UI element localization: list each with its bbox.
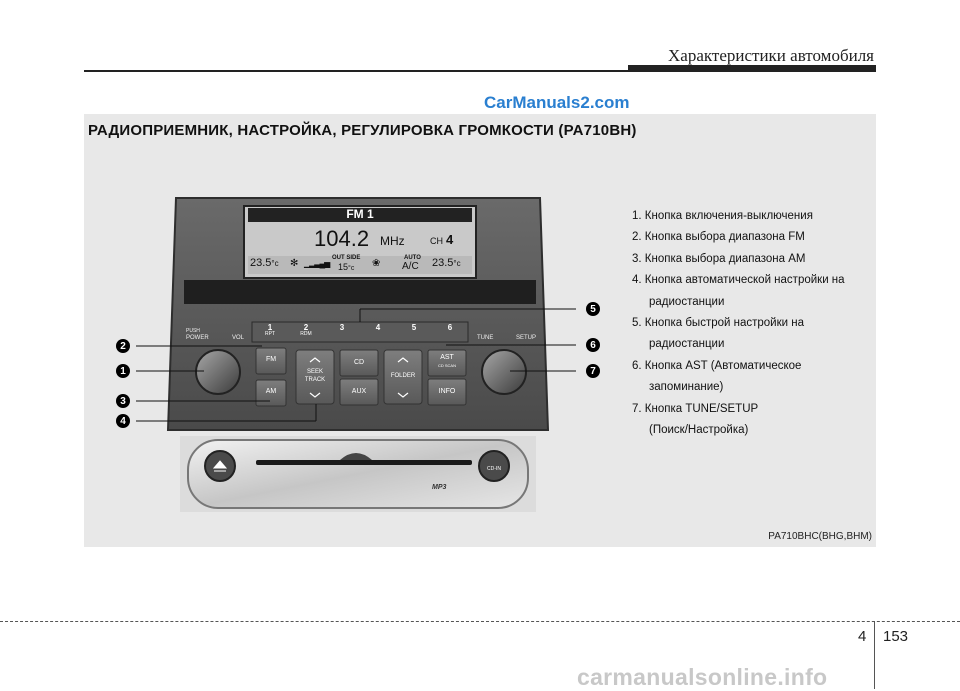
preset-3-number: 3 bbox=[339, 323, 345, 332]
callout-badge-7: 7 bbox=[586, 364, 600, 378]
legend-text: Кнопка TUNE/SETUP bbox=[644, 402, 759, 415]
preset-5-number: 5 bbox=[411, 323, 417, 332]
callout-badge-2: 2 bbox=[116, 339, 130, 353]
push-label: PUSH bbox=[186, 328, 200, 334]
legend-item-5 bbox=[632, 313, 845, 334]
tune-label: TUNE bbox=[477, 335, 494, 341]
info-button[interactable]: INFO bbox=[438, 388, 456, 395]
legend-num: 4. bbox=[632, 274, 642, 287]
callout-badge-5: 5 bbox=[586, 302, 600, 316]
outside-temp-unit: °c bbox=[348, 265, 355, 272]
preset-1-sub: RPT bbox=[265, 331, 275, 337]
temp-left-value: 23.5 bbox=[250, 257, 272, 269]
legend-text: Кнопка AST (Автоматическое bbox=[644, 359, 802, 372]
mp3-logo: MP3 bbox=[432, 484, 447, 491]
preset-button-6[interactable] bbox=[432, 322, 468, 342]
legend-item-5-cont: радиостанции bbox=[649, 338, 725, 351]
legend-num: 7. bbox=[632, 402, 642, 415]
cd-scan-label: CD SCAN bbox=[437, 363, 456, 368]
ast-button[interactable] bbox=[428, 354, 466, 370]
preset-button-4[interactable] bbox=[360, 322, 396, 342]
display-unit: MHz bbox=[380, 234, 405, 248]
page-number-separator bbox=[874, 621, 875, 689]
setup-label: SETUP bbox=[516, 335, 537, 341]
seek-track-button[interactable] bbox=[296, 368, 334, 384]
track-label: TRACK bbox=[304, 377, 326, 383]
section-title: РАДИОПРИЕМНИК, НАСТРОЙКА, РЕГУЛИРОВКА ГРОМКОСТИ (PA710BH) bbox=[88, 122, 637, 139]
chapter-number: 4 bbox=[858, 628, 867, 645]
callout-badge-3: 3 bbox=[116, 394, 130, 408]
outside-temp-value: 15 bbox=[338, 262, 349, 272]
legend-item-6-cont: запоминание) bbox=[649, 381, 724, 394]
legend-text: Кнопка быстрой настройки на bbox=[644, 317, 804, 330]
display-temp-left bbox=[250, 257, 279, 269]
ac-label: A/C bbox=[402, 261, 419, 272]
preset-button-5[interactable] bbox=[396, 322, 432, 342]
outside-temp bbox=[338, 262, 354, 272]
preset-2-number: 2 bbox=[303, 323, 309, 332]
legend-num: 1. bbox=[632, 210, 642, 222]
legend-num: 3. bbox=[632, 252, 642, 265]
legend-num: 5. bbox=[632, 317, 642, 330]
display-band: FM 1 bbox=[346, 207, 374, 221]
legend-item-1 bbox=[632, 206, 845, 227]
fan-icon: ✻ bbox=[290, 258, 299, 269]
site-watermark[interactable]: carmanualsonline.info bbox=[577, 664, 828, 690]
legend-item-2 bbox=[632, 227, 845, 248]
power-volume-knob bbox=[196, 350, 240, 394]
callout-badge-4: 4 bbox=[116, 414, 130, 428]
preset-button-1[interactable] bbox=[252, 322, 288, 342]
temp-left-unit: °c bbox=[271, 259, 279, 268]
am-button[interactable]: AM bbox=[265, 388, 277, 395]
cd-in-label: CD-IN bbox=[487, 466, 501, 472]
legend-num: 6. bbox=[632, 359, 642, 372]
display-temp-right bbox=[432, 257, 461, 269]
preset-button-3[interactable] bbox=[324, 322, 360, 342]
seek-label: SEEK bbox=[306, 369, 323, 375]
preset-row bbox=[252, 322, 468, 342]
legend-text: Кнопка включения-выключения bbox=[644, 210, 813, 222]
watermark-link[interactable]: CarManuals2.com bbox=[484, 93, 630, 112]
legend-num: 2. bbox=[632, 231, 642, 244]
aux-button[interactable]: AUX bbox=[351, 388, 367, 395]
vol-label: VOL bbox=[232, 335, 245, 341]
callout-badge-1: 1 bbox=[116, 364, 130, 378]
defrost-icon: ❀ bbox=[372, 258, 381, 269]
temp-right-value: 23.5 bbox=[432, 257, 454, 269]
temp-right-unit: °c bbox=[453, 259, 461, 268]
running-header-title: Характеристики автомобиля bbox=[668, 46, 874, 65]
tune-setup-knob bbox=[482, 350, 526, 394]
folder-button[interactable]: FOLDER bbox=[390, 373, 416, 379]
legend-item-3 bbox=[632, 249, 845, 270]
cd-faceplate bbox=[188, 440, 528, 508]
display-channel-label: CH bbox=[430, 236, 443, 246]
fan-level-icon: ▁▂▃▄▅ bbox=[304, 259, 330, 268]
auto-label: AUTO bbox=[404, 255, 421, 261]
cd-slot bbox=[256, 460, 472, 465]
ast-label: AST bbox=[440, 354, 454, 361]
power-label: POWER bbox=[186, 335, 209, 341]
outside-label: OUT SIDE bbox=[332, 255, 361, 261]
page-number: 153 bbox=[883, 628, 909, 645]
legend-text: Кнопка выбора диапазона FM bbox=[644, 231, 805, 244]
preset-button-2[interactable] bbox=[288, 322, 324, 342]
legend-text: Кнопка автоматической настройки на bbox=[644, 274, 845, 287]
cd-button[interactable]: CD bbox=[353, 359, 365, 366]
preset-6-number: 6 bbox=[447, 323, 453, 332]
callout-badge-6: 6 bbox=[586, 338, 600, 352]
legend-item-6 bbox=[632, 356, 845, 377]
preset-1-number: 1 bbox=[267, 323, 273, 332]
preset-2-sub: RDM bbox=[300, 331, 312, 337]
legend-item-7 bbox=[632, 399, 845, 420]
footer-rule bbox=[0, 621, 960, 622]
fm-button[interactable]: FM bbox=[265, 356, 277, 363]
legend-item-4 bbox=[632, 270, 845, 291]
display-recess bbox=[184, 280, 536, 304]
legend-item-7-cont: (Поиск/Настройка) bbox=[649, 424, 749, 437]
figure-caption: PA710BHC(BHG,BHM) bbox=[768, 531, 872, 542]
legend-text: Кнопка выбора диапазона AM bbox=[644, 252, 806, 265]
legend-item-4-cont: радиостанции bbox=[649, 295, 725, 308]
display-frequency: 104.2 bbox=[314, 226, 370, 251]
display-channel: 4 bbox=[446, 232, 454, 247]
legend-list bbox=[632, 206, 845, 441]
preset-4-number: 4 bbox=[375, 323, 381, 332]
